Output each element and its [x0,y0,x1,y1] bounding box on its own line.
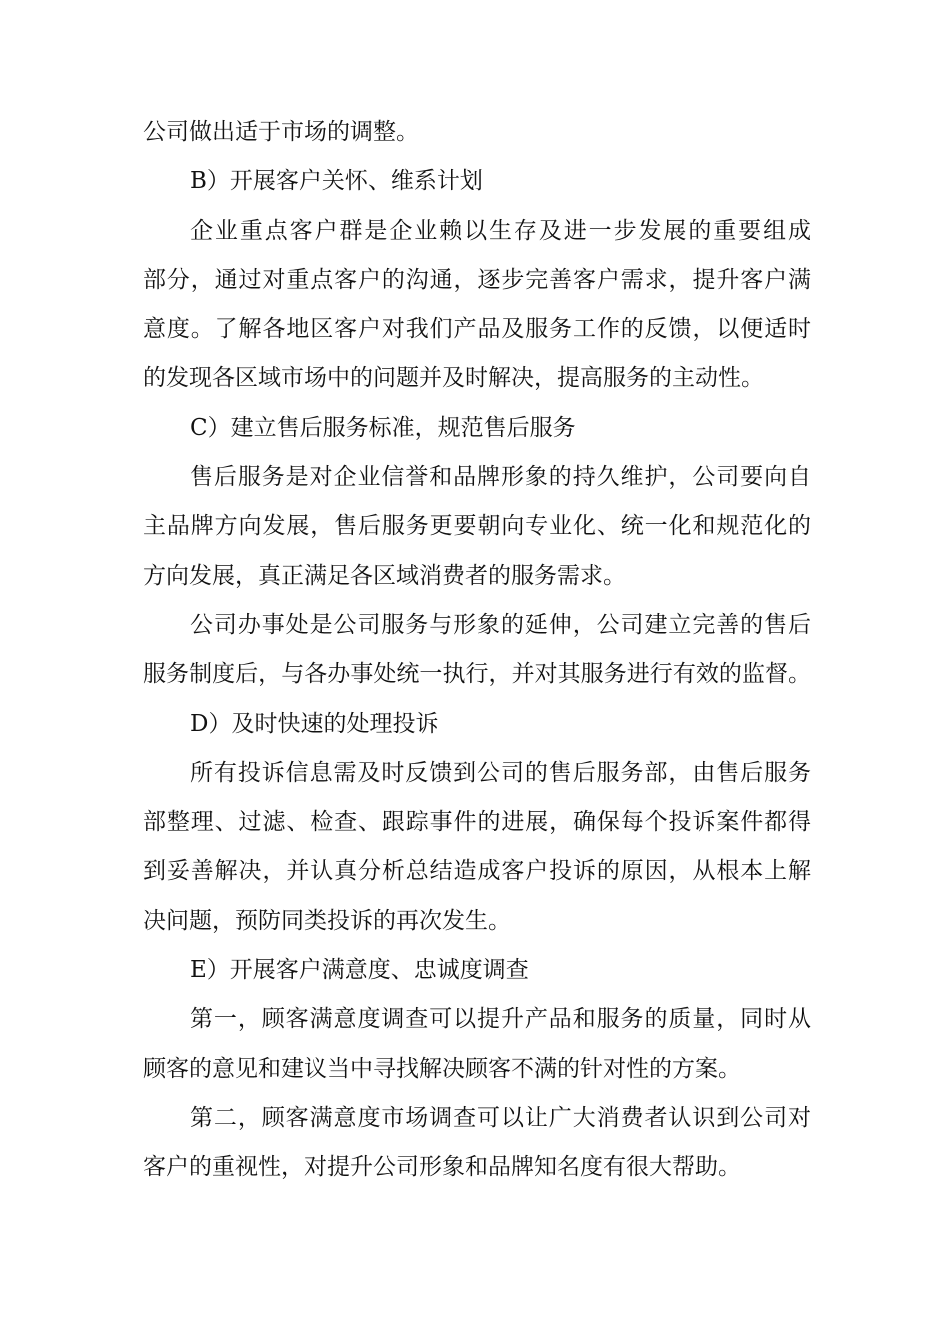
paragraph-line: 部整理、过滤、检查、跟踪事件的进展，确保每个投诉案件都得 [143,809,811,836]
paragraph-line: 决问题，预防同类投诉的再次发生。 [143,907,511,934]
section-heading-e: E）开展客户满意度、忠诚度调查 [190,957,529,984]
document-body [143,108,811,1193]
paragraph-line: 售后服务是对企业信誉和品牌形象的持久维护，公司要向自 [190,464,811,491]
paragraph-line: 所有投诉信息需及时反馈到公司的售后服务部，由售后服务 [190,759,811,786]
paragraph-line: 公司办事处是公司服务与形象的延伸，公司建立完善的售后 [190,611,811,638]
paragraph-line: 公司做出适于市场的调整。 [143,119,419,145]
section-heading-c: C）建立售后服务标准，规范售后服务 [190,414,576,441]
paragraph-line: 意度。了解各地区客户对我们产品及服务工作的反馈，以便适时 [143,316,811,343]
section-heading-d: D）及时快速的处理投诉 [190,710,439,737]
paragraph-line: 第一，顾客满意度调查可以提升产品和服务的质量，同时从 [190,1006,811,1033]
paragraph-line: 方向发展，真正满足各区域消费者的服务需求。 [143,562,626,589]
paragraph-line: 部分，通过对重点客户的沟通，逐步完善客户需求，提升客户满 [143,266,811,293]
section-heading-b: B）开展客户关怀、维系计划 [190,168,483,195]
paragraph-line: 的发现各区域市场中的问题并及时解决，提高服务的主动性。 [143,365,764,392]
paragraph-line: 到妥善解决，并认真分析总结造成客户投诉的原因，从根本上解 [143,858,811,885]
paragraph-line: 企业重点客户群是企业赖以生存及进一步发展的重要组成 [190,217,811,244]
paragraph-line: 顾客的意见和建议当中寻找解决顾客不满的针对性的方案。 [143,1055,741,1082]
paragraph-line: 服务制度后，与各办事处统一执行，并对其服务进行有效的监督。 [143,661,811,688]
paragraph-line: 第二，顾客满意度市场调查可以让广大消费者认识到公司对 [190,1104,811,1131]
paragraph-line: 主品牌方向发展，售后服务更要朝向专业化、统一化和规范化的 [143,513,811,540]
paragraph-line: 客户的重视性，对提升公司形象和品牌知名度有很大帮助。 [143,1154,741,1181]
